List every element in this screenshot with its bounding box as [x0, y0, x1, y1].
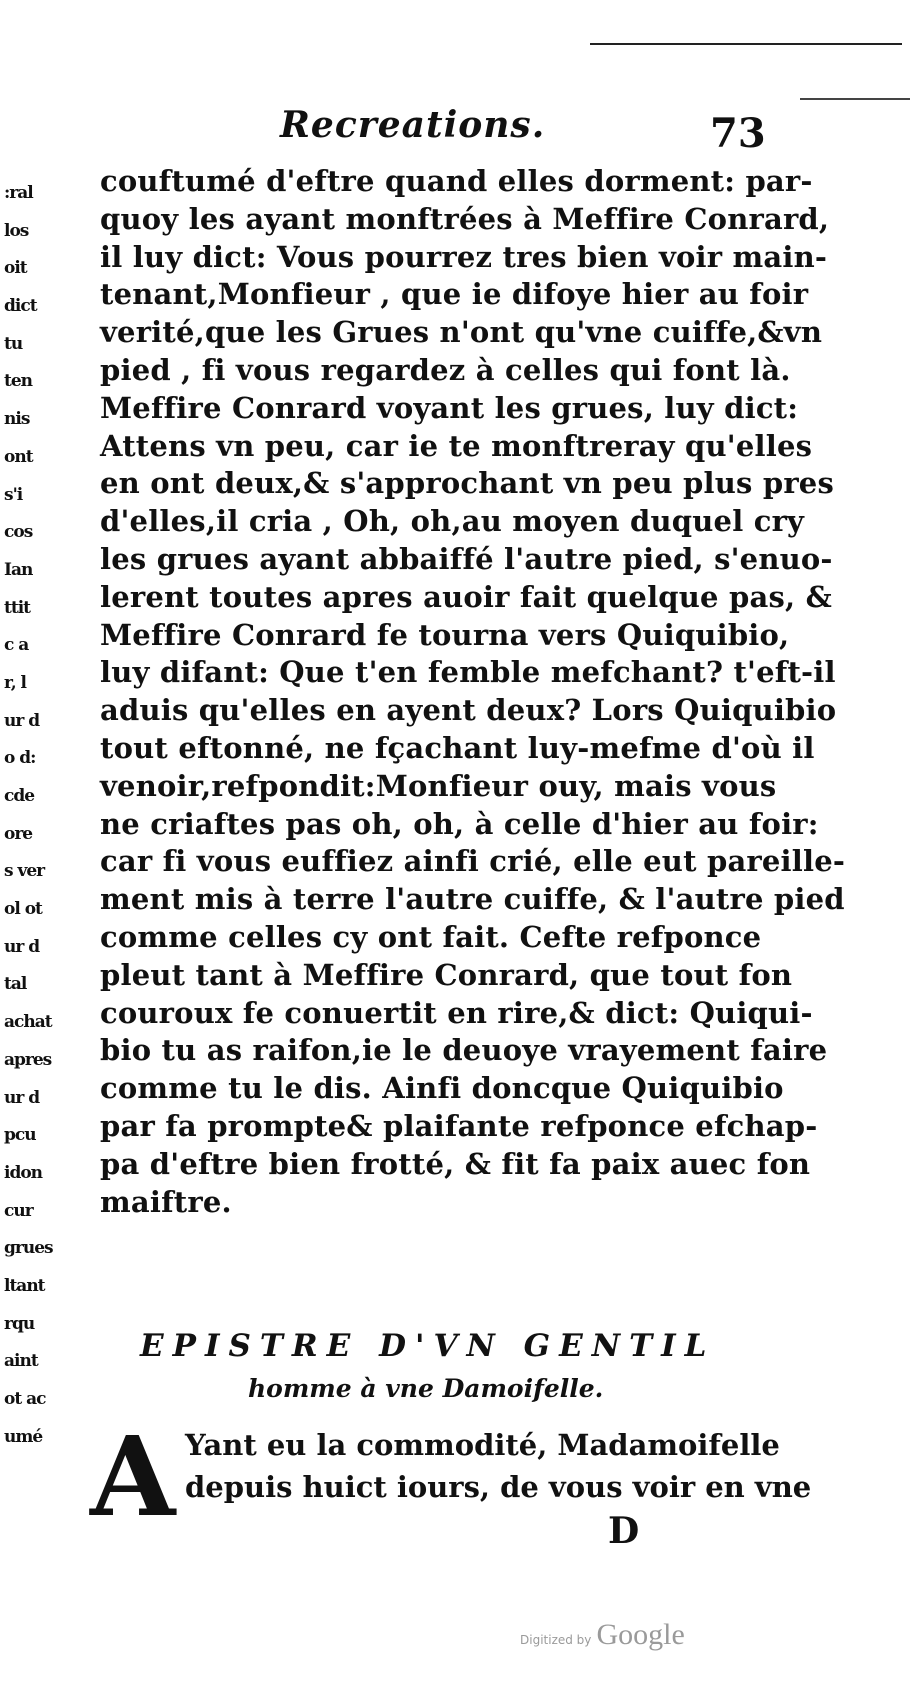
body-line: couroux fe conuertit en rire,& dict: Quiqui- [100, 995, 813, 1030]
margin-fragment: Ian [4, 559, 33, 580]
epistle-line-1: Yant eu la commodité, Madamoifelle [185, 1428, 780, 1462]
body-line: comme celles cy ont fait. Cefte refponce [100, 919, 762, 954]
body-line: car fi vous euffiez ainfi crié, elle eut pareille- [100, 844, 846, 879]
body-line: bio tu as raifon,ie le deuoye vrayement faire [100, 1033, 828, 1068]
section-heading: EPISTRE D'VN GENTIL [140, 1328, 716, 1364]
margin-fragment: tal [4, 974, 27, 995]
margin-fragment: ur d [4, 710, 40, 731]
margin-fragment: dict [4, 296, 37, 317]
watermark-brand: Google [596, 1618, 685, 1651]
body-line: tenant,Monfieur , que ie difoye hier au foir [100, 277, 809, 312]
margin-fragment: tu [4, 333, 23, 354]
margin-fragment: r, l [4, 672, 27, 693]
margin-fragment: los [4, 220, 29, 241]
margin-fragment: ttit [4, 597, 31, 618]
margin-fragment: cos [4, 522, 33, 543]
body-line: comme tu le dis. Ainfi doncque Quiquibio [100, 1071, 784, 1106]
margin-fragment: ont [4, 446, 33, 467]
margin-fragments [4, 175, 53, 1456]
margin-fragment: ore [4, 823, 33, 844]
body-line: pa d'eftre bien frotté, & fit fa paix auec fon [100, 1146, 811, 1181]
watermark-small-text: Digitized by [520, 1633, 592, 1647]
margin-fragment: rqu [4, 1313, 35, 1334]
digitized-watermark [520, 1618, 685, 1652]
margin-fragment: ur d [4, 936, 40, 957]
margin-fragment: o d: [4, 748, 36, 769]
margin-fragment: c a [4, 635, 29, 656]
margin-fragment: ol ot [4, 899, 42, 920]
body-line: par fa prompte& plaifante refponce efchap- [100, 1108, 818, 1143]
section-subheading: homme à vne Damoifelle. [248, 1374, 604, 1403]
body-line: maiftre. [100, 1184, 232, 1219]
margin-fragment: ur d [4, 1087, 40, 1108]
body-line: il luy dict: Vous pourrez tres bien voir main- [100, 239, 828, 274]
body-line: Meffire Conrard fe tourna vers Quiquibio, [100, 617, 790, 652]
margin-fragment: aint [4, 1351, 38, 1372]
body-text [100, 163, 846, 1221]
epistle-line-2: depuis huict iours, de vous voir en vne [185, 1470, 812, 1504]
body-line: les grues ayant abbaiffé l'autre pied, s'enuo- [100, 541, 833, 576]
margin-fragment: apres [4, 1049, 52, 1070]
margin-fragment: cde [4, 786, 35, 806]
body-line: venoir,refpondit:Monfieur ouy, mais vous [100, 768, 777, 803]
margin-fragment: cur [4, 1200, 33, 1221]
body-line: luy difant: Que t'en femble mefchant? t'eft-il [100, 655, 836, 690]
margin-fragment: idon [4, 1162, 43, 1183]
drop-cap: A [90, 1412, 176, 1541]
margin-fragment: ltant [4, 1275, 45, 1296]
margin-fragment: :ral [4, 183, 33, 203]
top-rule [590, 43, 902, 45]
margin-fragment: grues [4, 1238, 53, 1259]
body-line: couftumé d'eftre quand elles dorment: par- [100, 164, 813, 198]
body-line: ment mis à terre l'autre cuiffe, & l'autre pied [100, 882, 845, 917]
margin-fragment: s ver [4, 861, 45, 882]
margin-fragment: nis [4, 409, 30, 430]
body-line: quoy les ayant monftrées à Meffire Conrard, [100, 201, 830, 236]
margin-fragment: achat [4, 1012, 52, 1033]
running-header: Recreations. [280, 104, 546, 146]
margin-fragment: oit [4, 258, 27, 279]
body-line: tout eftonné, ne fçachant luy-mefme d'où il [100, 730, 815, 765]
body-line: aduis qu'elles en ayent deux? Lors Quiquibio [100, 693, 837, 728]
body-line: d'elles,il cria , Oh, oh,au moyen duquel cry [100, 504, 805, 539]
body-line: Meffire Conrard voyant les grues, luy dict: [100, 390, 799, 425]
top-rule-short [800, 98, 910, 100]
margin-fragment: s'i [4, 484, 23, 505]
body-line: pleut tant à Meffire Conrard, que tout fon [100, 957, 793, 992]
body-line: ne criaftes pas oh, oh, à celle d'hier au foir: [100, 806, 819, 841]
signature-mark: D [608, 1510, 640, 1552]
body-line: lerent toutes apres auoir fait quelque pas, & [100, 579, 832, 614]
body-line: Attens vn peu, car ie te monftreray qu'elles [100, 428, 813, 463]
margin-fragment: ten [4, 371, 33, 392]
margin-fragment: umé [4, 1426, 43, 1447]
body-line: en ont deux,& s'approchant vn peu plus pres [100, 466, 834, 501]
margin-fragment: ot ac [4, 1389, 46, 1409]
body-line: verité,que les Grues n'ont qu'vne cuiffe,&vn [100, 315, 823, 350]
margin-fragment: pcu [4, 1125, 36, 1146]
page-number: 73 [710, 110, 766, 157]
body-line: pied , fi vous regardez à celles qui font là. [100, 352, 791, 387]
